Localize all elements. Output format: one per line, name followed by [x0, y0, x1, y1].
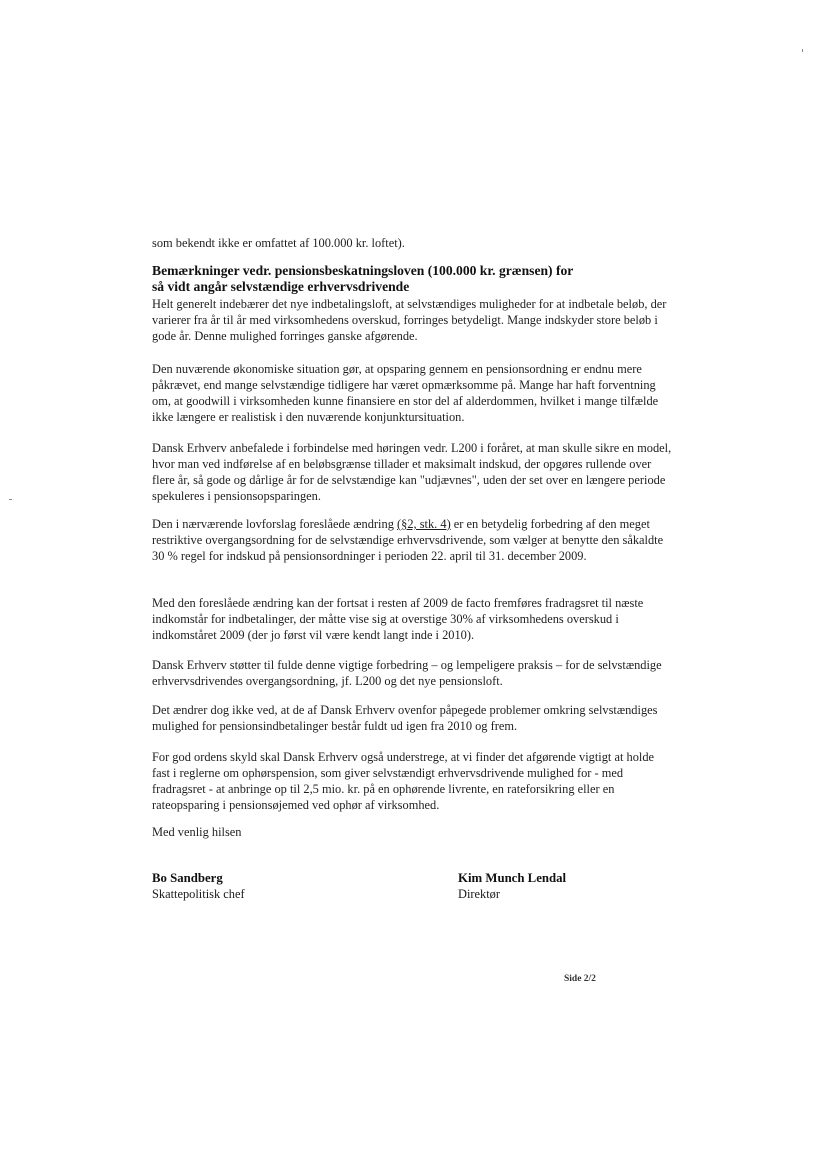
- signatory-name: Bo Sandberg: [152, 871, 223, 885]
- paragraph-1: [152, 296, 672, 344]
- intro-text: som bekendt ikke er omfattet af 100.000 kr. loftet).: [152, 236, 405, 250]
- signature-block-left: [152, 870, 245, 902]
- signatory-title: Skattepolitisk chef: [152, 887, 245, 901]
- section-heading: [152, 263, 692, 295]
- intro-line: [152, 235, 672, 251]
- heading-line-2: så vidt angår selvstændige erhvervsdrivende: [152, 279, 410, 294]
- paragraph-text: [152, 516, 672, 564]
- paragraph-4: [152, 516, 672, 564]
- paragraph-text: Dansk Erhverv anbefalede i forbindelse med høringen vedr. L200 i foråret, at man skulle sikre en model, hvor man ved indførelse af en beløbsgrænse tillader et maksimalt indskud, der opgøres rullende over flere år, så gode og dårlige år for de selvstændige kan "udjævnes", uden der set over en længere periode spekuleres i pensionsopsparingen.: [152, 441, 672, 504]
- law-reference-link[interactable]: (§2, stk. 4): [397, 517, 451, 531]
- paragraph-text: Den nuværende økonomiske situation gør, at opsparing gennem en pensionsordning er endnu mere påkrævet, end mange selvstændige tidligere har været opmærksomme på. Mange har haft forventning om, at goodwill i virksomheden kunne finansiere en stor del af alderdommen, hvilket i mange tilfælde ikke længere er realistisk i den nuværende konjunktursituation.: [152, 362, 659, 425]
- signature-block-right: [458, 870, 566, 902]
- signatory-name: Kim Munch Lendal: [458, 871, 567, 885]
- paragraph-7: [152, 702, 672, 734]
- closing-salutation: [152, 824, 672, 840]
- paragraph-8: [152, 749, 672, 813]
- paragraph-text-end: er en betydelig forbedring af den meget restriktive overgangsordning for de selvstændige erhvervsdrivende, som vælger at benytte den såkaldte 30 % regel for indskud på pensionsordninger i perioden 22. april til 31. december 2009.: [152, 517, 664, 564]
- paragraph-text-start: Den i nærværende lovforslag foreslåede ændring: [152, 517, 397, 531]
- heading-line-1: Bemærkninger vedr. pensionsbeskatningsloven (100.000 kr. grænsen) for: [152, 263, 574, 278]
- paragraph-6: [152, 657, 672, 689]
- paragraph-text: Det ændrer dog ikke ved, at de af Dansk Erhverv ovenfor påpegede problemer omkring selvstændiges mulighed for pensionsindbetalinger består fuldt ud igen fra 2010 og frem.: [152, 703, 658, 734]
- paragraph-text: Helt generelt indebærer det nye indbetalingsloft, at selvstændiges muligheder for at indbetale beløb, der varierer fra år til år med virksomhedens overskud, forringes betydeligt. Mange indskyder store beløb i gode år. Denne mulighed forringes ganske afgørende.: [152, 297, 667, 344]
- paragraph-5: [152, 595, 672, 643]
- paragraph-text: Med den foreslåede ændring kan der fortsat i resten af 2009 de facto fremføres fradragsret til næste indkomstår for indbetalinger, der måtte vise sig at overstige 30% af virksomhedens overskud i indkomståret 2009 (der jo først vil være kendt langt inde i 2010).: [152, 596, 644, 643]
- closing-text: Med venlig hilsen: [152, 825, 242, 839]
- paragraph-text: For god ordens skyld skal Dansk Erhverv også understrege, at vi finder det afgørende vigtigt at holde fast i reglerne om ophørspension, som giver selvstændigt erhvervsdrivende mulighed for - med fradragsret - at anbringe op til 2,5 mio. kr. på en ophørende livrente, en rateforsikring eller en rateopsparing i pensionsøjemed ved ophør af virksomhed.: [152, 750, 655, 813]
- paragraph-3: [152, 440, 672, 504]
- scan-artifact: [802, 49, 803, 52]
- signatory-title: Direktør: [458, 887, 500, 901]
- paragraph-text: Dansk Erhverv støtter til fulde denne vigtige forbedring – og lempeligere praksis – for de selvstændige erhvervsdrivendes overgangsordning, jf. L200 og det nye pensionsloft.: [152, 658, 662, 689]
- paragraph-2: [152, 361, 672, 425]
- scan-artifact: [9, 499, 12, 500]
- page-number: Side 2/2: [564, 974, 596, 984]
